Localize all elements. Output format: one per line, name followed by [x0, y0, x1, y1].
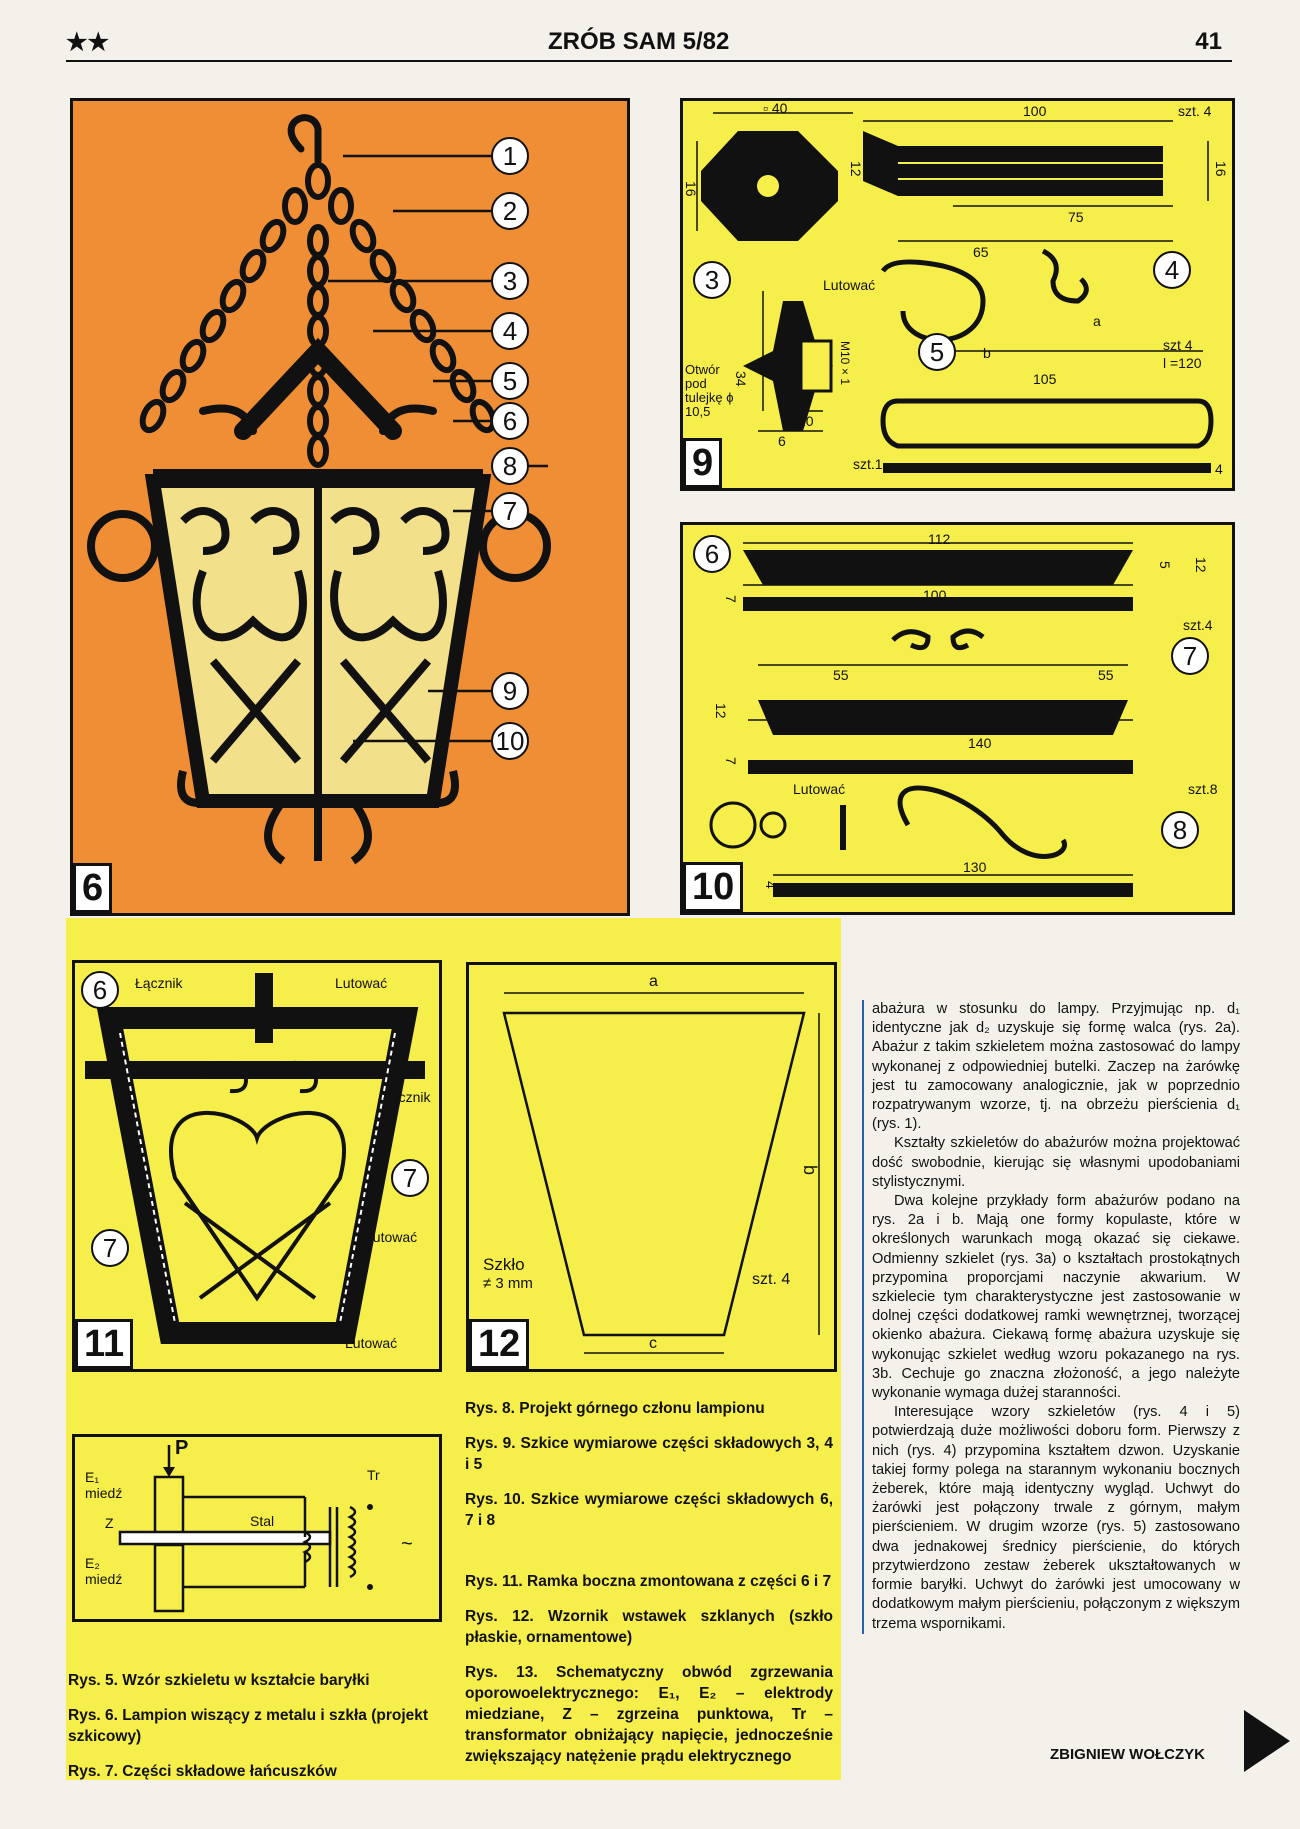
label-szklo: Szkło [483, 1255, 525, 1274]
callout-3: 3 [491, 262, 529, 300]
callout-8: 8 [491, 447, 529, 485]
header-stars: ★★ [66, 29, 110, 56]
dim-40: ▫ 40 [763, 100, 788, 116]
dim-105: 105 [1033, 371, 1057, 387]
label-b2: b [983, 345, 991, 361]
caption-rys-12: Rys. 12. Wzornik wstawek szklanych (szkło płaskie, ornamentowe) [465, 1608, 833, 1646]
callout-4: 4 [1153, 251, 1191, 289]
figure-13-welding-circuit [72, 1434, 442, 1622]
label-miedz-1: miedź [85, 1485, 123, 1501]
callout-5: 5 [918, 333, 956, 371]
qty-szt8: szt.8 [1188, 781, 1218, 797]
dim-10: 10 [798, 413, 814, 429]
dim-16a: 16 [683, 181, 699, 197]
dim-4: 4 [1215, 461, 1223, 477]
captions-right [465, 1398, 833, 1781]
dim-l120: l =120 [1163, 355, 1202, 371]
label-lutowac: Lutować [823, 277, 876, 293]
dim-5: 5 [1157, 561, 1173, 569]
dim-12a: 12 [1193, 557, 1209, 573]
lantern-drawing [73, 101, 627, 913]
label-c: c [1173, 181, 1180, 197]
callout-2: 2 [491, 192, 529, 230]
article-paragraph-2: Kształty szkieletów do abażurów można projektować dość swobodnie, kierując się własnymi upodobaniami stylistycznymi. [872, 1135, 1240, 1190]
header-title: ZRÓB SAM 5/82 [548, 28, 730, 55]
fig9-drawing [683, 101, 1232, 488]
label-e2: E₂ [85, 1555, 100, 1571]
callout-6: 6 [81, 971, 119, 1009]
label-lacznik-1: Łącznik [135, 975, 183, 991]
label-lutowac-3: Lutować [345, 1335, 398, 1351]
dim-65: 65 [973, 244, 989, 260]
figure-number-11: 11 [75, 1319, 133, 1369]
callout-6: 6 [491, 402, 529, 440]
article-paragraph-1: abażura w stosunku do lampy. Przyjmując np. d₁ identyczne jak d₂ uzyskuje się formę walca (rys. 2a). Abażur z takim szkieletem można zastosować do lampy wykonanej z odpowiedniej butelki. Zaczep na żarówkę jest tu zamocowany analogicznie, jak w poprzednio rozpatrywanym wzorze, tj. na obrzeżu pierścienia d₁ (rys. 1). [872, 1001, 1240, 1133]
dim-12b: 12 [713, 703, 729, 719]
dim-4: 4 [763, 881, 779, 889]
callout-6: 6 [693, 535, 731, 573]
dim-16b: 16 [1213, 161, 1229, 177]
label-ac: ~ [401, 1533, 413, 1555]
callout-7: 7 [1171, 637, 1209, 675]
label-otwor: Otwór pod tulejkę ϕ 10,5 [685, 362, 734, 419]
callout-3: 3 [693, 261, 731, 299]
article-text [862, 1000, 1240, 1634]
figure-number-6: 6 [73, 863, 112, 913]
qty-szt4b: szt 4 [1163, 337, 1193, 353]
label-lacznik-2: Łącznik [383, 1089, 431, 1105]
figure-number-9: 9 [683, 438, 722, 488]
figure-9-dimensions [680, 98, 1235, 491]
dim-34: 34 [733, 371, 749, 387]
dim-55b: 55 [1098, 667, 1114, 683]
label-a: a [1173, 149, 1181, 165]
dim-75: 75 [1068, 209, 1084, 225]
caption-rys-13: Rys. 13. Schematyczny obwód zgrzewania oporowoelektrycznego: E₁, E₂ – elektrody miedziane, Z – zgrzeina punktowa, Tr – transformator obniżający napięcie, jednocześnie zwiększający natężenie prądu elektrycznego [465, 1664, 833, 1765]
caption-rys-11: Rys. 11. Ramka boczna zmontowana z części 6 i 7 [465, 1573, 832, 1590]
label-tr: Tr [367, 1467, 380, 1483]
callout-7: 7 [491, 492, 529, 530]
figure-12-glass-template [466, 962, 837, 1372]
dim-140: 140 [968, 735, 992, 751]
caption-rys-8: Rys. 8. Projekt górnego członu lampionu [465, 1400, 765, 1417]
fig12-drawing [469, 965, 834, 1369]
callout-10: 10 [491, 722, 529, 760]
fig11-drawing [75, 963, 439, 1369]
label-a: a [649, 973, 658, 990]
callout-1: 1 [491, 137, 529, 175]
dim-7a: 7 [723, 595, 739, 603]
figure-number-10: 10 [683, 862, 743, 912]
callout-4: 4 [491, 312, 529, 350]
label-c: c [649, 1335, 657, 1352]
caption-rys-10: Rys. 10. Szkice wymiarowe części składowych 6, 7 i 8 [465, 1491, 833, 1529]
captions-left [68, 1670, 438, 1796]
label-lutowac-1: Lutować [335, 975, 388, 991]
label-lutowac-2: Lutować [365, 1229, 418, 1245]
dim-m10: M10×1 [838, 341, 852, 386]
callout-5: 5 [491, 362, 529, 400]
article-paragraph-3: Dwa kolejne przykłady form abażurów podano na rys. 2a i b. Mają one formy kopulaste, które w określonych warunkach mogą okazać się ciekawe. Odmienny szkielet (rys. 3a) o kształtach prostokątnych przypomina proporcjami naczynie akwarium. W szkielecie tym charakterystyczne jest zastosowanie w dolnej części dodatkowej ramki wewnętrznej, tworzącej okienko abażura. Ciekawą formę abażura uzyskuje się wykonując szkielet według wzoru pokazanego na rys. 3b. Cechuje go znaczna złożoność, a jego należyte wykonanie wymaga dużej staranności. [872, 1193, 1240, 1402]
label-a2: a [1093, 313, 1101, 329]
qty-szt4a: szt. 4 [1178, 103, 1212, 119]
dim-6: 6 [778, 433, 786, 449]
qty-szt1: szt.1 [853, 456, 883, 472]
dim-130: 130 [963, 859, 987, 875]
label-grubosc: ≠ 3 mm [483, 1275, 533, 1292]
label-miedz-2: miedź [85, 1571, 123, 1587]
figure-6-lantern [70, 98, 630, 916]
page-number: 41 [1195, 28, 1222, 55]
caption-rys-5: Rys. 5. Wzór szkieletu w kształcie baryłki [68, 1672, 370, 1689]
qty-szt4: szt.4 [1183, 617, 1213, 633]
label-z: Z [105, 1515, 114, 1531]
callout-7a: 7 [391, 1159, 429, 1197]
article-paragraph-4: Interesujące wzory szkieletów (rys. 4 i 5) potwierdzają duże możliwości doboru form. Pierwszy z nich (rys. 4) przypomina kształtem dzwon. Uzyskanie takiej formy polega na starannym wykonaniu bocznych żeberek, które mają identyczny wygląd. Uchwyt do żarówki jest połączony trwale z górnym, małym pierścieniem. W drugim wzorze (rys. 5) zastosowano dwa jednakowej średnicy pierścienie, do których przytwierdzono zestaw żeberek ukształtowanych w formie baryłki. Uchwyt do żarówki jest umocowany w dodatkowym małym pierścieniu, połączonym z większym trzema wspornikami. [872, 1404, 1240, 1632]
callout-7b: 7 [91, 1229, 129, 1267]
label-b: b [1173, 165, 1181, 181]
label-p: P [175, 1437, 189, 1459]
figure-11-side-frame [72, 960, 442, 1372]
callout-9: 9 [491, 672, 529, 710]
fig10-drawing [683, 525, 1232, 912]
dim-55a: 55 [833, 667, 849, 683]
author-name: ZBIGNIEW WOŁCZYK [1050, 1746, 1205, 1763]
dim-100: 100 [923, 587, 947, 603]
caption-rys-7: Rys. 7. Części składowe łańcuszków [68, 1763, 337, 1780]
dim-12: 12 [848, 161, 864, 177]
label-b: b [800, 1165, 820, 1176]
figure-number-12: 12 [469, 1319, 529, 1369]
caption-rys-9: Rys. 9. Szkice wymiarowe części składowych 3, 4 i 5 [465, 1435, 833, 1473]
caption-rys-6: Rys. 6. Lampion wiszący z metalu i szkła (projekt szkicowy) [68, 1707, 429, 1745]
dim-7b: 7 [723, 757, 739, 765]
next-page-arrow-icon [1244, 1710, 1290, 1772]
label-lutowac: Lutować [793, 781, 846, 797]
label-e1: E₁ [85, 1469, 100, 1485]
figure-10-dimensions [680, 522, 1235, 915]
dim-100: 100 [1023, 103, 1047, 119]
label-stal: Stal [250, 1513, 275, 1529]
qty-szt4: szt. 4 [752, 1271, 791, 1288]
page-header [66, 22, 1232, 62]
dim-112: 112 [928, 531, 951, 547]
callout-8: 8 [1161, 811, 1199, 849]
